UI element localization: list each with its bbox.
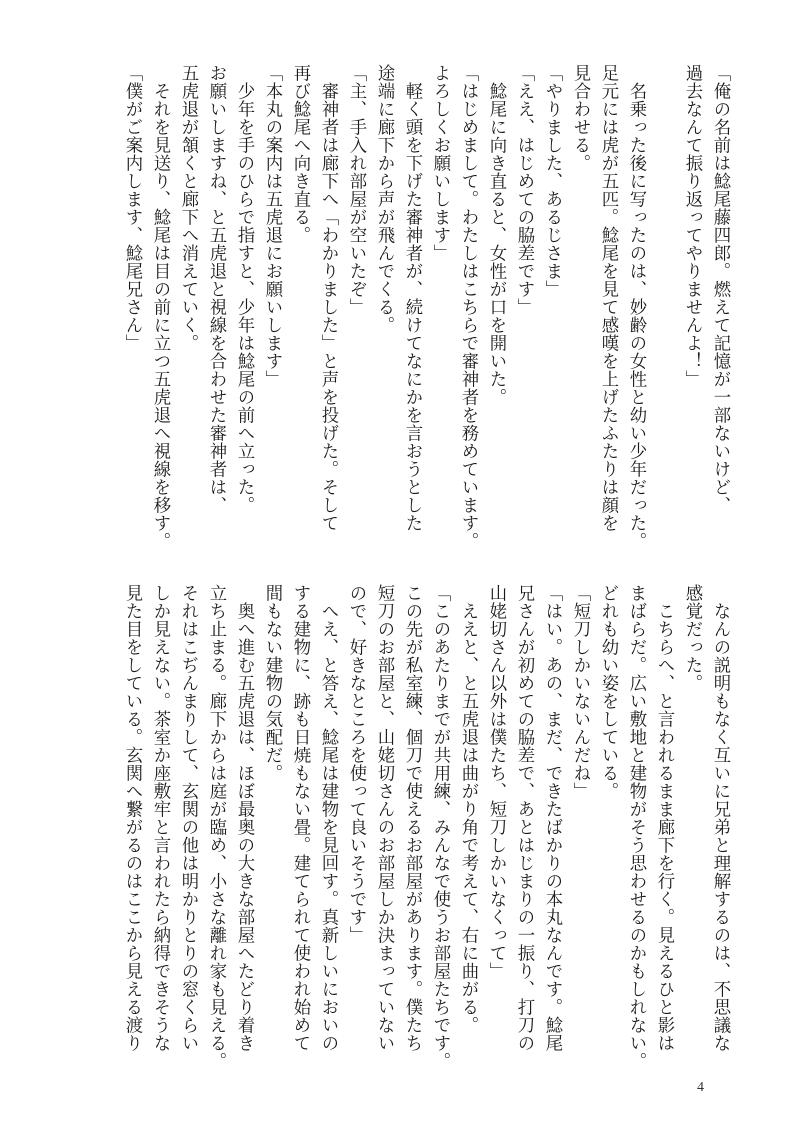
text-line: する建物に、跡も日焼もない畳。建てられて使われ始めて — [290, 584, 310, 1052]
text-line: 間もない建物の気配だ。 — [262, 584, 282, 782]
text-line: 途端に廊下から声が飛んでくる。 — [374, 64, 394, 334]
text-line: 見合わせる。 — [570, 64, 590, 172]
text-line: 「ええ、はじめての脇差です」 — [514, 64, 534, 316]
text-line: 「はじめまして。わたしはこちらで審神者を務めています。 — [458, 64, 478, 550]
text-line: この先が私室練、個刀で使えるお部屋があります。僕たち — [402, 584, 422, 1052]
text-line: 五虎退が頷くと廊下へ消えていく。 — [178, 64, 198, 352]
text-line: 軽く頭を下げた審神者が、続けてなにかを言おうとした — [402, 64, 422, 532]
text-line: 山姥切さん以外は僕たち、短刀しかいなくって」 — [486, 584, 506, 980]
text-block-upper — [14, 64, 734, 554]
text-line: 足元には虎が五匹。鯰尾を見て感嘆を上げたふたりは顔を — [598, 64, 618, 532]
text-block-lower — [14, 584, 734, 1074]
text-line: どれも幼い姿をしている。 — [598, 584, 618, 800]
text-line: 「このあたりまでが共用練、みんなで使うお部屋たちです。 — [430, 584, 450, 1070]
text-line: 見た目をしている。玄関へ繋がるのはここから見える渡り — [122, 584, 142, 1052]
text-line: なんの説明もなく互いに兄弟と理解するのは、不思議な — [710, 584, 730, 1052]
text-line: 審神者は廊下へ「わかりました」と声を投げた。そして — [318, 64, 338, 532]
text-line: 「僕がご案内します、鯰尾兄さん」 — [122, 64, 142, 352]
text-line: 「主、手入れ部屋が空いたぞ」 — [346, 64, 366, 316]
text-line: 過去なんて振り返ってやりませんよ！」 — [682, 64, 702, 388]
text-line — [650, 64, 678, 554]
text-line: 少年を手のひらで指すと、少年は鯰尾の前へ立った。 — [234, 64, 254, 514]
text-line: 感覚だった。 — [682, 584, 702, 692]
text-line: 名乗った後に写ったのは、妙齢の女性と幼い少年だった。 — [626, 64, 646, 550]
text-line: ええと、と五虎退は曲がり角で考えて、右に曲がる。 — [458, 584, 478, 1034]
text-line: お願いしますね、と五虎退と視線を合わせた審神者は、 — [206, 64, 226, 514]
text-line: 短刀のお部屋と、山姥切さんのお部屋しか決まっていない — [374, 584, 394, 1052]
text-line: 兄さんが初めての脇差で、あとはじまりの一振り、打刀の — [514, 584, 534, 1052]
text-line: 奥へ進む五虎退は、ほぼ最奥の大きな部屋へたどり着き — [234, 584, 254, 1052]
text-line: 立ち止まる。廊下からは庭が臨め、小さな離れ家も見える。 — [206, 584, 226, 1070]
text-line: へえ、と答え、鯰尾は建物を見回す。真新しいにおいの — [318, 584, 338, 1052]
text-line: それを見送り、鯰尾は目の前に立つ五虎退へ視線を移す。 — [150, 64, 170, 550]
text-line: こちらへ、と言われるまま廊下を行く。見えるひと影は — [654, 584, 674, 1052]
text-line: 「やりました、あるじさま」 — [542, 64, 562, 298]
page-number: 4 — [697, 1080, 704, 1095]
text-line: しか見えない。茶室か座敷牢と言われたら納得できそうな — [150, 584, 170, 1052]
text-line: 「短刀しかいないんだね」 — [570, 584, 590, 800]
text-line: それはこぢんまりして、玄関の他は明かりとりの窓くらい — [178, 584, 198, 1052]
text-line: まばらだ。広い敷地と建物がそう思わせるのかもしれない。 — [626, 584, 646, 1070]
text-line: 「はい。あの、まだ、できたばかりの本丸なんです。鯰尾 — [542, 584, 562, 1052]
text-line: 「本丸の案内は五虎退にお願いします」 — [262, 64, 282, 388]
text-line: 再び鯰尾へ向き直る。 — [290, 64, 310, 244]
text-line: よろしくお願いします」 — [430, 64, 450, 262]
text-line: 「俺の名前は鯰尾藤四郎。燃えて記憶が一部ないけど、 — [710, 64, 730, 514]
text-line: ので、好きなところを使って良いそうです」 — [346, 584, 366, 944]
text-line: 鯰尾に向き直ると、女性が口を開いた。 — [486, 64, 506, 406]
